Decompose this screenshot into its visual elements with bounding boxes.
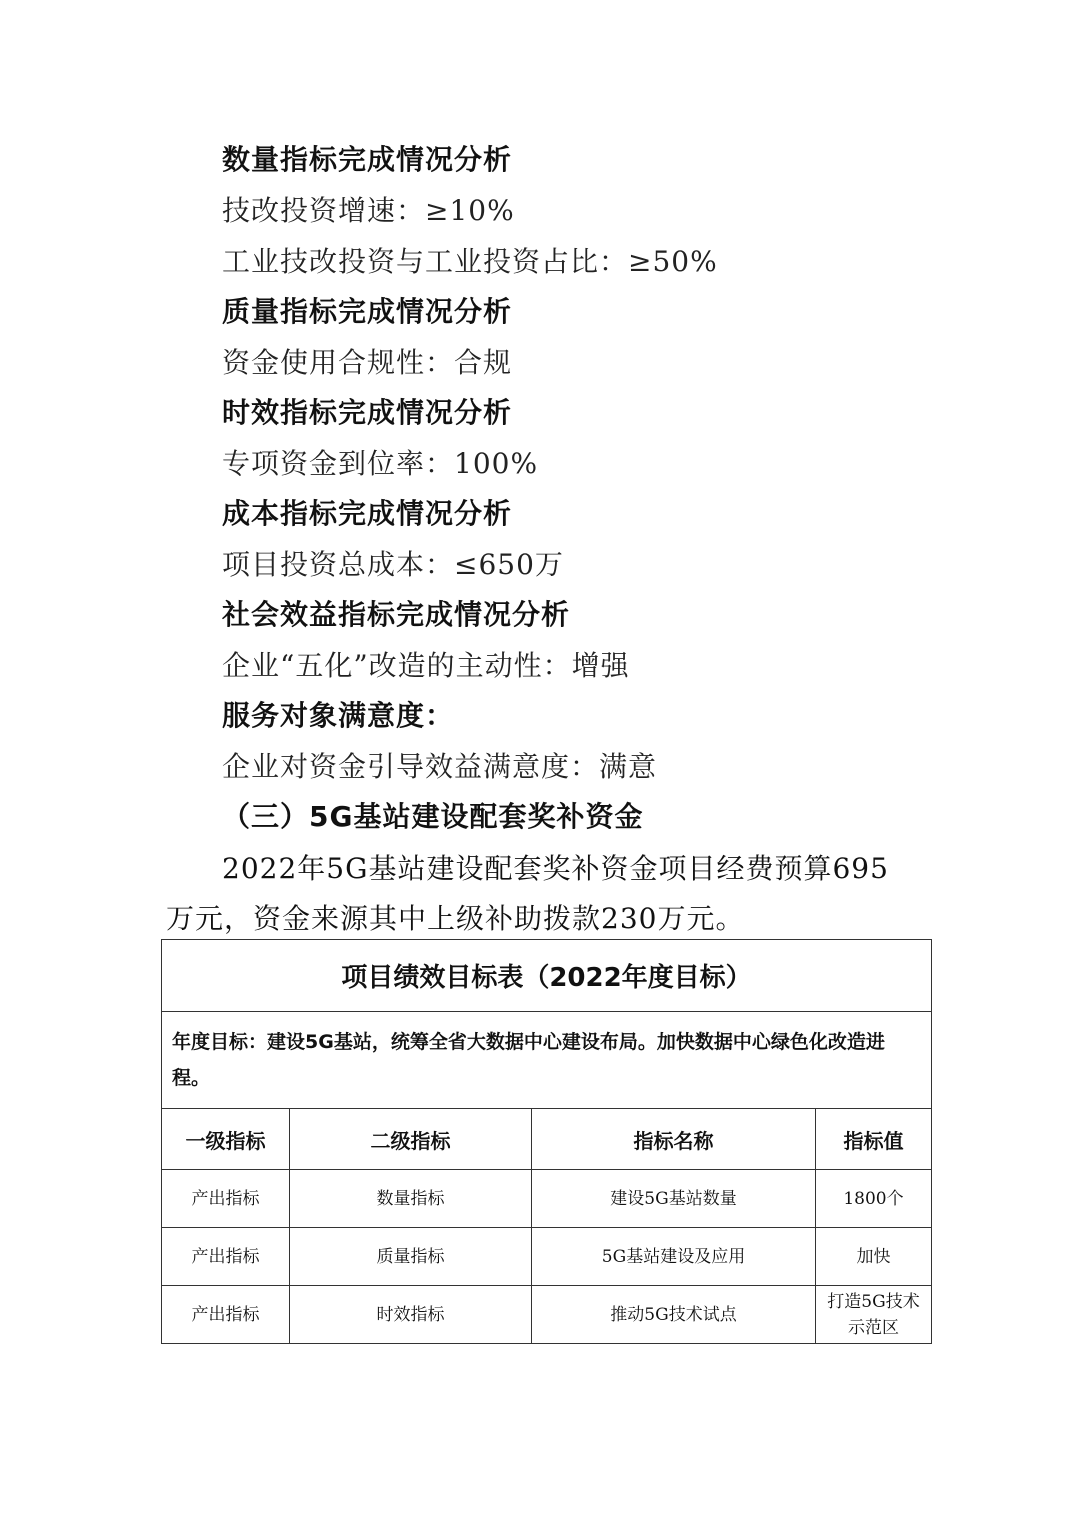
indicator-line: 专项资金到位率：100% xyxy=(222,447,539,480)
table-cell: 5G基站建设及应用 xyxy=(532,1228,816,1286)
header-cell: 指标名称 xyxy=(532,1109,816,1170)
indicator-line: 工业技改投资与工业投资占比：≥50% xyxy=(222,245,718,278)
table-cell: 推动5G技术试点 xyxy=(532,1286,816,1344)
header-cell: 指标值 xyxy=(816,1109,932,1170)
section-heading-satisfaction: 服务对象满意度： xyxy=(222,699,455,732)
indicator-line: 项目投资总成本：≤650万 xyxy=(222,548,564,581)
table-cell: 产出指标 xyxy=(162,1228,290,1286)
table-header-row xyxy=(162,1109,932,1170)
table-row xyxy=(162,1228,932,1286)
section-heading-quantity: 数量指标完成情况分析 xyxy=(222,143,513,176)
table-cell: 时效指标 xyxy=(290,1286,532,1344)
table-row xyxy=(162,1170,932,1228)
indicator-line: 资金使用合规性：合规 xyxy=(222,346,513,379)
table-cell: 数量指标 xyxy=(290,1170,532,1228)
table-cell: 产出指标 xyxy=(162,1286,290,1344)
table-cell: 建设5G基站数量 xyxy=(532,1170,816,1228)
indicator-line: 技改投资增速：≥10% xyxy=(222,194,515,227)
section-heading-quality: 质量指标完成情况分析 xyxy=(222,295,513,328)
table-cell: 打造5G技术示范区 xyxy=(816,1286,932,1344)
header-cell: 二级指标 xyxy=(290,1109,532,1170)
budget-paragraph: 2022年5G基站建设配套奖补资金项目经费预算695万元，资金来源其中上级补助拨款230万元。 xyxy=(166,852,889,935)
table-title: 项目绩效目标表（2022年度目标） xyxy=(162,940,932,1012)
indicator-line: 企业“五化”改造的主动性：增强 xyxy=(222,649,630,682)
table-cell: 质量指标 xyxy=(290,1228,532,1286)
section-heading-social-benefit: 社会效益指标完成情况分析 xyxy=(222,598,571,631)
header-cell: 一级指标 xyxy=(162,1109,290,1170)
subsection-title: （三）5G基站建设配套奖补资金 xyxy=(222,800,644,833)
annual-goal: 年度目标：建设5G基站，统筹全省大数据中心建设布局。加快数据中心绿色化改造进程。 xyxy=(162,1012,932,1109)
performance-goal-table xyxy=(161,939,932,1344)
table-cell: 加快 xyxy=(816,1228,932,1286)
section-heading-timeliness: 时效指标完成情况分析 xyxy=(222,396,513,429)
table-row xyxy=(162,1286,932,1344)
table-cell: 产出指标 xyxy=(162,1170,290,1228)
section-heading-cost: 成本指标完成情况分析 xyxy=(222,497,513,530)
table-cell: 1800个 xyxy=(816,1170,932,1228)
indicator-line: 企业对资金引导效益满意度：满意 xyxy=(222,750,658,783)
